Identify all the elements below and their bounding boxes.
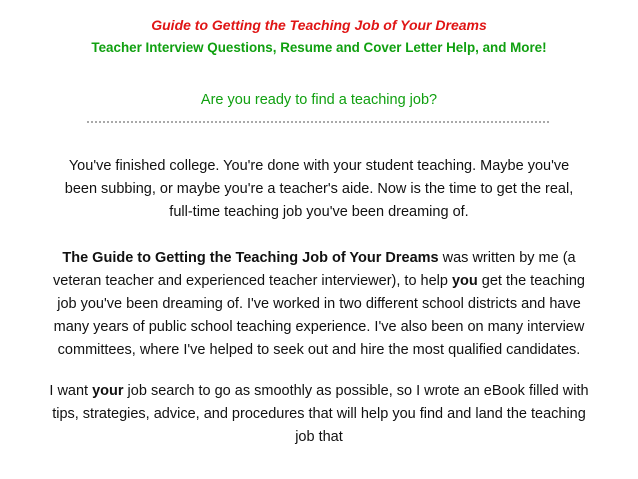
- document-subtitle: Teacher Interview Questions, Resume and Cover Letter Help, and More!: [91, 40, 547, 55]
- paragraph-line: committees, where I've helped to seek out and hire the most qualified candidates.: [57, 342, 581, 358]
- text-span: I want: [49, 383, 93, 399]
- document-title: Guide to Getting the Teaching Job of Your Dreams: [151, 17, 487, 33]
- paragraph-line: You've finished college. You're done with your student teaching. Maybe you've: [68, 158, 570, 174]
- paragraph-line: tips, strategies, advice, and procedures that will help you find and land the teaching: [52, 406, 586, 422]
- paragraph-line: job you've been dreaming of. I've worked in two different school districts and have: [57, 296, 581, 312]
- paragraph-about-author: [8, 247, 630, 362]
- paragraph-line: job that: [295, 429, 343, 445]
- text-span: get the teaching: [477, 273, 585, 289]
- paragraph-line: been subbing, or maybe you're a teacher's aide. Now is the time to get the real,: [64, 181, 574, 197]
- text-span: job search to go as smoothly as possible, so I wrote an eBook filled with: [123, 383, 589, 399]
- paragraph-line: many years of public school teaching experience. I've also been on many interview: [53, 319, 585, 335]
- text-span: veteran teacher and experienced teacher interviewer), to help: [53, 273, 452, 289]
- book-title-text: The Guide to Getting the Teaching Job of Your Dreams: [62, 250, 439, 266]
- paragraph-line: [8, 247, 630, 270]
- paragraph-line: [8, 380, 630, 403]
- emphasis-text: you: [451, 273, 478, 289]
- text-span: was written by me (a: [438, 250, 576, 266]
- paragraph-line: full-time teaching job you've been dreaming of.: [169, 204, 469, 220]
- paragraph-intro: [8, 155, 630, 224]
- dotted-divider: [87, 121, 549, 123]
- intro-question: Are you ready to find a teaching job?: [200, 92, 438, 108]
- paragraph-purpose: [8, 380, 630, 449]
- emphasis-text: your: [92, 383, 124, 399]
- paragraph-line: [8, 270, 630, 293]
